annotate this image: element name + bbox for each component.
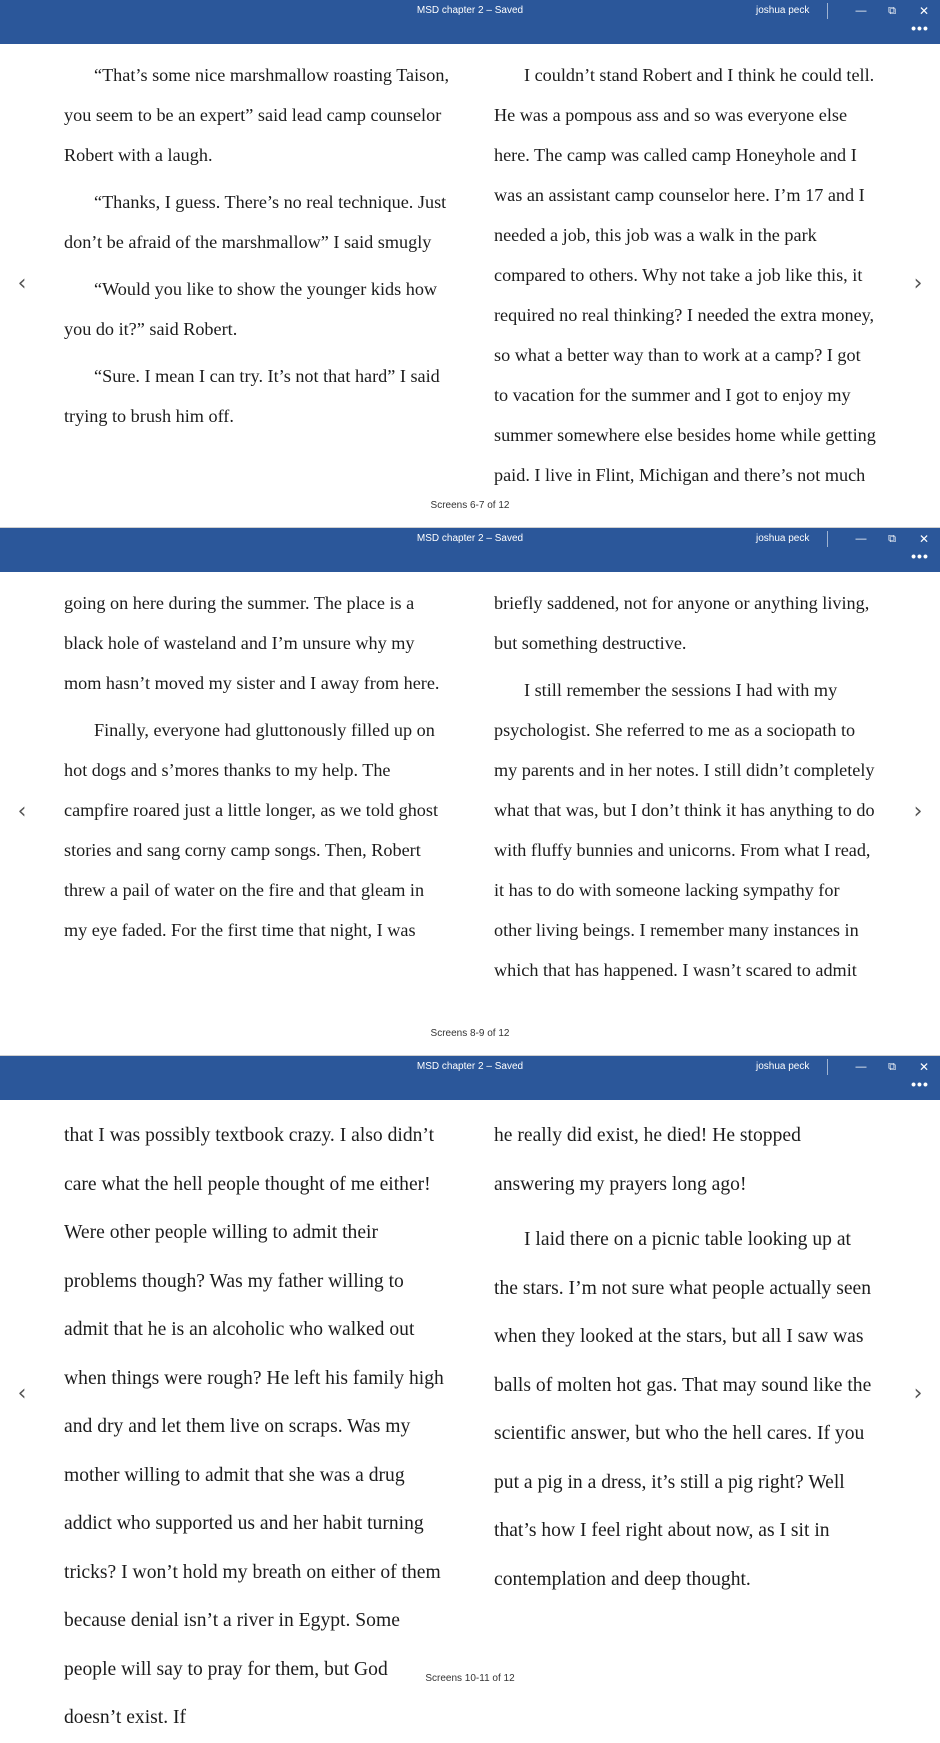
paragraph: I laid there on a picnic table looking up at the stars. I’m not sure what people actually seen when they looked at the stars, but all I saw was balls of molten hot gas. That may sound like the scientific answer, but who the hell cares. If you put a pig in a dress, it’s still a pig right? Well that’s how I feel right about now, as I sit in contemplation and deep thought. (494, 1229, 872, 1590)
page-left-column (64, 583, 449, 950)
page-left-column (64, 55, 449, 436)
restore-icon[interactable]: ⧉ (888, 1061, 896, 1073)
chevron-right-icon[interactable]: › (913, 799, 923, 824)
close-icon[interactable]: ✕ (918, 1060, 930, 1074)
screen-counter: Screens 10-11 of 12 (425, 1673, 515, 1684)
title-bar (0, 0, 940, 44)
screen-counter: Screens 6-7 of 12 (430, 500, 510, 511)
minimize-icon[interactable]: — (855, 5, 867, 17)
page-right-column (494, 583, 879, 990)
close-icon[interactable]: ✕ (918, 532, 930, 546)
paragraph: briefly saddened, not for anyone or anything living, but something destructive. (494, 593, 870, 653)
chevron-left-icon[interactable]: ‹ (17, 799, 27, 824)
more-options-icon[interactable]: ••• (911, 548, 929, 564)
restore-icon[interactable]: ⧉ (888, 533, 896, 545)
more-options-icon[interactable]: ••• (911, 1076, 929, 1092)
document-title: MSD chapter 2 – Saved (416, 533, 524, 544)
paragraph: I couldn’t stand Robert and I think he could tell. He was a pompous ass and so was everyone else here. The camp was called camp Honeyhole and I was an assistant camp counselor here. I’m 17 and I needed a job, this job was a walk in the park compared to others. Why not take a job like this, it required no real thinking? I needed the extra money, so what a better way than to work at a camp? I got to vacation for the summer and I got to enjoy my summer somewhere else besides home while getting paid. I live in Flint, Michigan and there’s not much (494, 65, 876, 485)
close-icon[interactable]: ✕ (918, 4, 930, 18)
paragraph: going on here during the summer. The place is a black hole of wasteland and I’m unsure why my mom hasn’t moved my sister and I away from here. (64, 593, 440, 693)
more-options-icon[interactable]: ••• (911, 20, 929, 36)
titlebar-separator (827, 1059, 828, 1075)
minimize-icon[interactable]: — (855, 1061, 867, 1073)
paragraph: “Thanks, I guess. There’s no real technique. Just don’t be afraid of the marshmallow” I said smugly (64, 192, 447, 252)
document-title: MSD chapter 2 – Saved (416, 1061, 524, 1072)
user-account[interactable]: joshua peck (756, 5, 810, 16)
paragraph: “Sure. I mean I can try. It’s not that hard” I said trying to brush him off. (64, 366, 440, 426)
titlebar-separator (827, 531, 828, 547)
page-left-column (64, 1112, 449, 1743)
paragraph: “Would you like to show the younger kids how you do it?” said Robert. (64, 279, 438, 339)
chevron-left-icon[interactable]: ‹ (17, 271, 27, 296)
chevron-right-icon[interactable]: › (913, 1381, 923, 1406)
user-account[interactable]: joshua peck (756, 533, 810, 544)
document-title: MSD chapter 2 – Saved (416, 5, 524, 16)
titlebar-separator (827, 3, 828, 19)
paragraph: Finally, everyone had gluttonously filled up on hot dogs and s’mores thanks to my help. The campfire roared just a little longer, as we told ghost stories and sang corny camp songs. Then, Robert threw a pail of water on the fire and that gleam in my eye faded. For the first time that night, I was (64, 720, 439, 940)
paragraph: that I was possibly textbook crazy. I also didn’t care what the hell people thought of me either! Were other people willing to admit their problems though? Was my father willing to admit that he is an alcoholic who walked out when things were rough? He left his family high and dry and let them live on scraps. Was my mother willing to admit that she was a drug addict who supported us and her habit turning tricks? I won’t hold my breath on either of them because denial isn’t a river in Egypt. Some people will say to pray for them, but God doesn’t exist. If (64, 1125, 444, 1728)
page-right-column (494, 1112, 879, 1604)
chevron-left-icon[interactable]: ‹ (17, 1381, 27, 1406)
screen-counter: Screens 8-9 of 12 (430, 1028, 510, 1039)
paragraph: “That’s some nice marshmallow roasting Taison, you seem to be an expert” said lead camp counselor Robert with a laugh. (64, 65, 449, 165)
title-bar (0, 1056, 940, 1100)
reader-screen-6-7 (0, 0, 940, 528)
paragraph: he really did exist, he died! He stopped answering my prayers long ago! (494, 1125, 801, 1195)
user-account[interactable]: joshua peck (756, 1061, 810, 1072)
reader-screen-8-9 (0, 528, 940, 1056)
restore-icon[interactable]: ⧉ (888, 5, 896, 17)
title-bar (0, 528, 940, 572)
page-right-column (494, 55, 879, 495)
minimize-icon[interactable]: — (855, 533, 867, 545)
chevron-right-icon[interactable]: › (913, 271, 923, 296)
reader-screen-10-11 (0, 1056, 940, 1728)
paragraph: I still remember the sessions I had with my psychologist. She referred to me as a sociopath to my parents and in her notes. I still didn’t completely what that was, but I don’t think it has anything to do with fluffy bunnies and unicorns. From what I read, it has to do with someone lacking sympathy for other living beings. I remember many instances in which that has happened. I wasn’t scared to admit (494, 680, 875, 980)
